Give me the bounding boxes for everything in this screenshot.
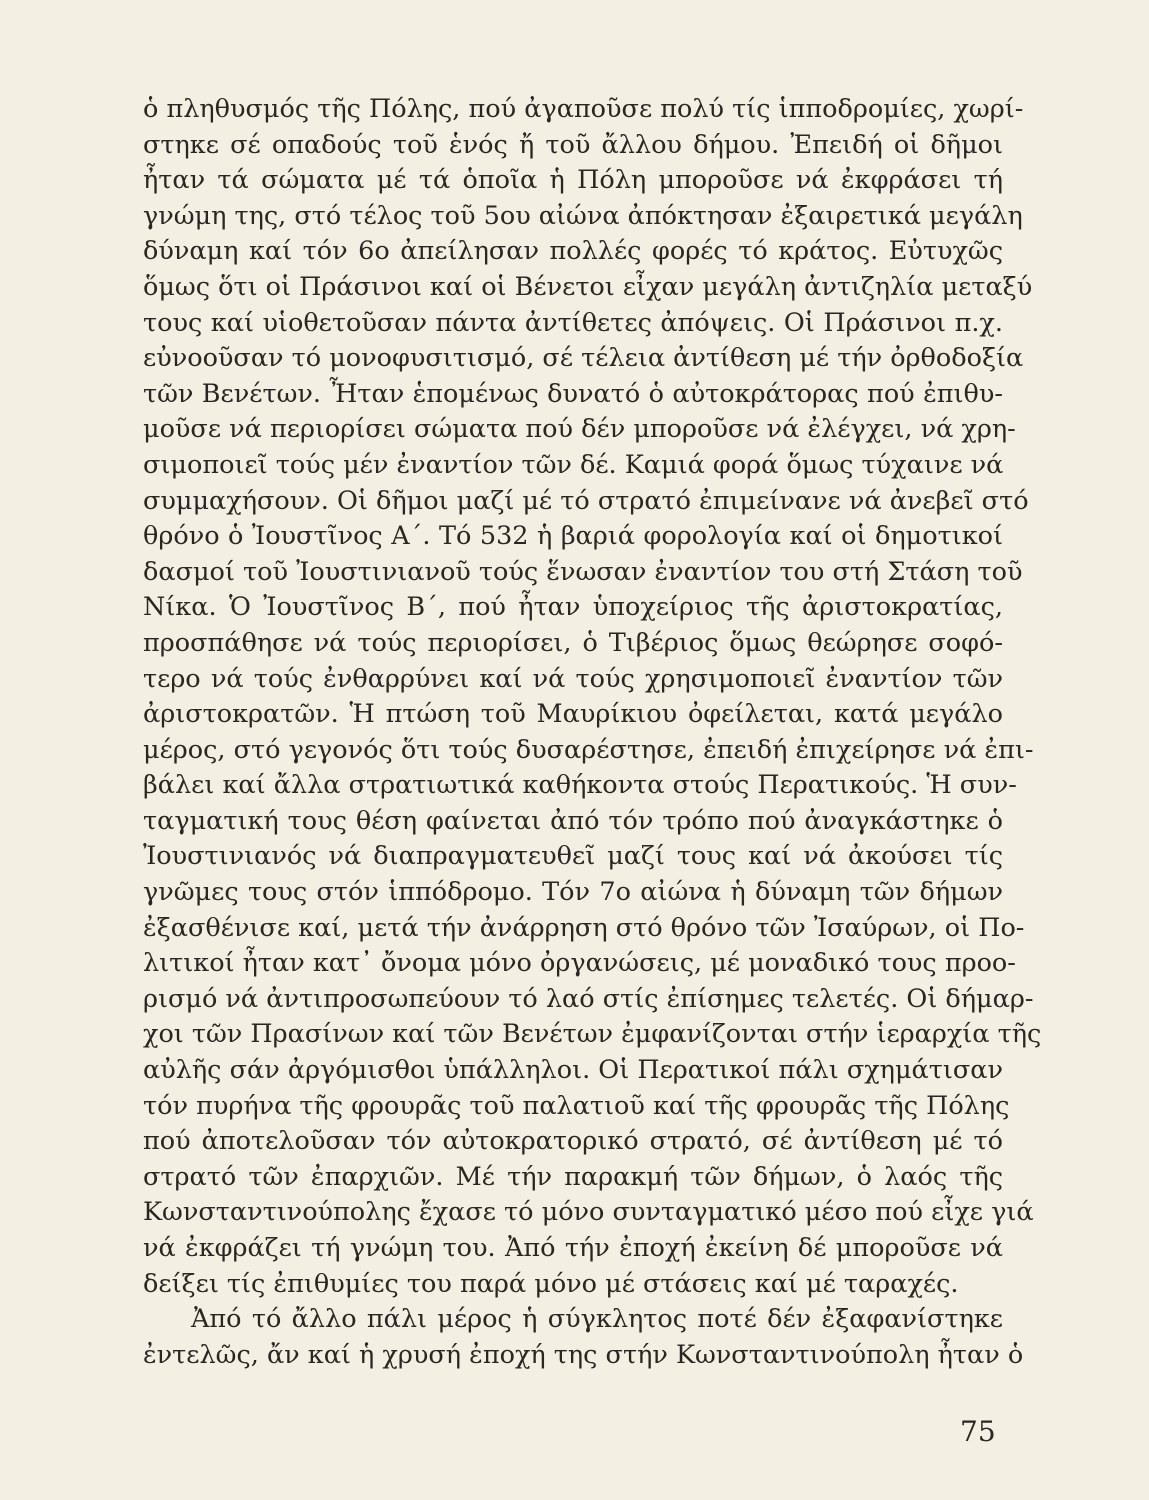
text-line: βάλει καί ἄλλα στρατιωτικά καθήκοντα στούς Περατικούς. Ἡ συν- [143, 770, 1017, 801]
text-line: στρατό τῶν ἐπαρχιῶν. Μέ τήν παρακμή τῶν δήμων, ὁ λαός τῆς [143, 1161, 1003, 1192]
text-line: δείξει τίς ἐπιθυμίες του παρά μόνο μέ στάσεις καί μέ ταραχές. [143, 1268, 959, 1299]
text-line: ρισμό νά ἀντιπροσωπεύουν τό λαό στίς ἐπίσημες τελετές. Οἱ δήμαρ- [143, 983, 1034, 1014]
text-line: Νίκα. Ὁ Ἰουστῖνος Β΄, πού ἦταν ὑποχείριος τῆς ἀριστοκρατίας, [143, 592, 1003, 623]
text-line: σιμοποιεῖ τούς μέν ἐναντίον τῶν δέ. Καμιά φορά ὅμως τύχαινε νά [143, 449, 1004, 480]
text-line: ἐντελῶς, ἄν καί ἡ χρυσή ἐποχή της στήν Κωνσταντινούπολη ἦταν ὁ [143, 1339, 1024, 1370]
text-line: ἀριστοκρατῶν. Ἡ πτώση τοῦ Μαυρίκιου ὀφείλεται, κατά μεγάλο [143, 699, 1003, 730]
text-line: τερο νά τούς ἐνθαρρύνει καί νά τούς χρησιμοποιεῖ ἐναντίον τῶν [143, 663, 1003, 694]
text-line: λιτικοί ἦταν κατ᾽ ὄνομα μόνο ὀργανώσεις, μέ μοναδικό τους προο- [143, 948, 1016, 979]
text-line: προσπάθησε νά τούς περιορίσει, ὁ Τιβέριος ὅμως θεώρησε σοφό- [143, 627, 1003, 658]
text-line: Κωνσταντινούπολης ἔχασε τό μόνο συνταγματικό μέσο πού εἶχε γιά [143, 1197, 1034, 1228]
text-line: ἦταν τά σώματα μέ τά ὁποῖα ἡ Πόλη μποροῦσε νά ἐκφράσει τή [143, 165, 1003, 196]
text-line: στηκε σέ οπαδούς τοῦ ἑνός ἤ τοῦ ἄλλου δήμου. Ἐπειδή οἱ δῆμοι [143, 129, 1003, 160]
text-line: αὐλῆς σάν ἀργόμισθοι ὑπάλληλοι. Οἱ Περατικοί πάλι σχημάτισαν [143, 1055, 1003, 1086]
text-line: ὅμως ὅτι οἱ Πράσινοι καί οἱ Βένετοι εἶχαν μεγάλη ἀντιζηλία μεταξύ [143, 271, 1033, 302]
text-line: ταγματική τους θέση φαίνεται ἀπό τόν τρόπο πού ἀναγκάστηκε ὁ [143, 805, 1003, 836]
text-line: μοῦσε νά περιορίσει σώματα πού δέν μποροῦσε νά ἐλέγχει, νά χρη- [143, 414, 1016, 445]
text-line: ἐξασθένισε καί, μετά τήν ἀνάρρηση στό θρόνο τῶν Ἰσαύρων, οἱ Πο- [143, 912, 1025, 943]
text-line: θρόνο ὁ Ἰουστῖνος Α΄. Τό 532 ἡ βαριά φορολογία καί οἱ δημοτικοί [143, 521, 1003, 552]
text-line: Ἰουστινιανός νά διαπραγματευθεῖ μαζί τους καί νά ἀκούσει τίς [143, 841, 1003, 872]
body-text [143, 92, 1042, 1373]
text-line: τόν πυρήνα τῆς φρουρᾶς τοῦ παλατιοῦ καί τῆς φρουρᾶς τῆς Πόλης [143, 1090, 1010, 1121]
text-line: τῶν Βενέτων. Ἦταν ἑπομένως δυνατό ὁ αὐτοκράτορας πού ἐπιθυ- [143, 378, 1003, 409]
text-line: πού ἀποτελοῦσαν τόν αὐτοκρατορικό στρατό, σέ ἀντίθεση μέ τό [143, 1126, 1003, 1157]
text-line: μέρος, στό γεγονός ὅτι τούς δυσαρέστησε, ἐπειδή ἐπιχείρησε νά ἐπι- [143, 734, 1034, 765]
text-line: γνώμη της, στό τέλος τοῦ 5ου αἰώνα ἀπόκτησαν ἐξαιρετικά μεγάλη [143, 200, 1023, 231]
text-line: ὁ πληθυσμός τῆς Πόλης, πού ἀγαποῦσε πολύ τίς ἱπποδρομίες, χωρί- [143, 94, 1024, 124]
text-line: δασμοί τοῦ Ἰουστινιανοῦ τούς ἕνωσαν ἐναντίον του στή Στάση τοῦ [143, 556, 1023, 587]
text-line: δύναμη καί τόν 6ο ἀπείλησαν πολλές φορές τό κράτος. Εὐτυχῶς [143, 236, 1003, 267]
page-number: 75 [960, 1415, 996, 1448]
text-line: νά ἐκφράζει τή γνώμη του. Ἀπό τήν ἐποχή ἐκείνη δέ μποροῦσε νά [143, 1233, 1003, 1263]
text-line: συμμαχήσουν. Οἱ δῆμοι μαζί μέ τό στρατό ἐπιμείνανε νά ἀνεβεῖ στό [143, 485, 1029, 516]
text-line: χοι τῶν Πρασίνων καί τῶν Βενέτων ἐμφανίζονται στήν ἱεραρχία τῆς [143, 1019, 1042, 1050]
text-line: τους καί υἱοθετοῦσαν πάντα ἀντίθετες ἀπόψεις. Οἱ Πράσινοι π.χ. [143, 307, 1003, 338]
text-line: Ἀπό τό ἄλλο πάλι μέρος ἡ σύγκλητος ποτέ δέν ἐξαφανίστηκε [191, 1304, 1003, 1335]
text-line: εὐνοοῦσαν τό μονοφυσιτισμό, σέ τέλεια ἀντίθεση μέ τήν ὀρθοδοξία [143, 343, 1024, 374]
text-line: γνῶμες τους στόν ἱππόδρομο. Τόν 7ο αἰώνα ἡ δύναμη τῶν δήμων [143, 877, 1003, 908]
